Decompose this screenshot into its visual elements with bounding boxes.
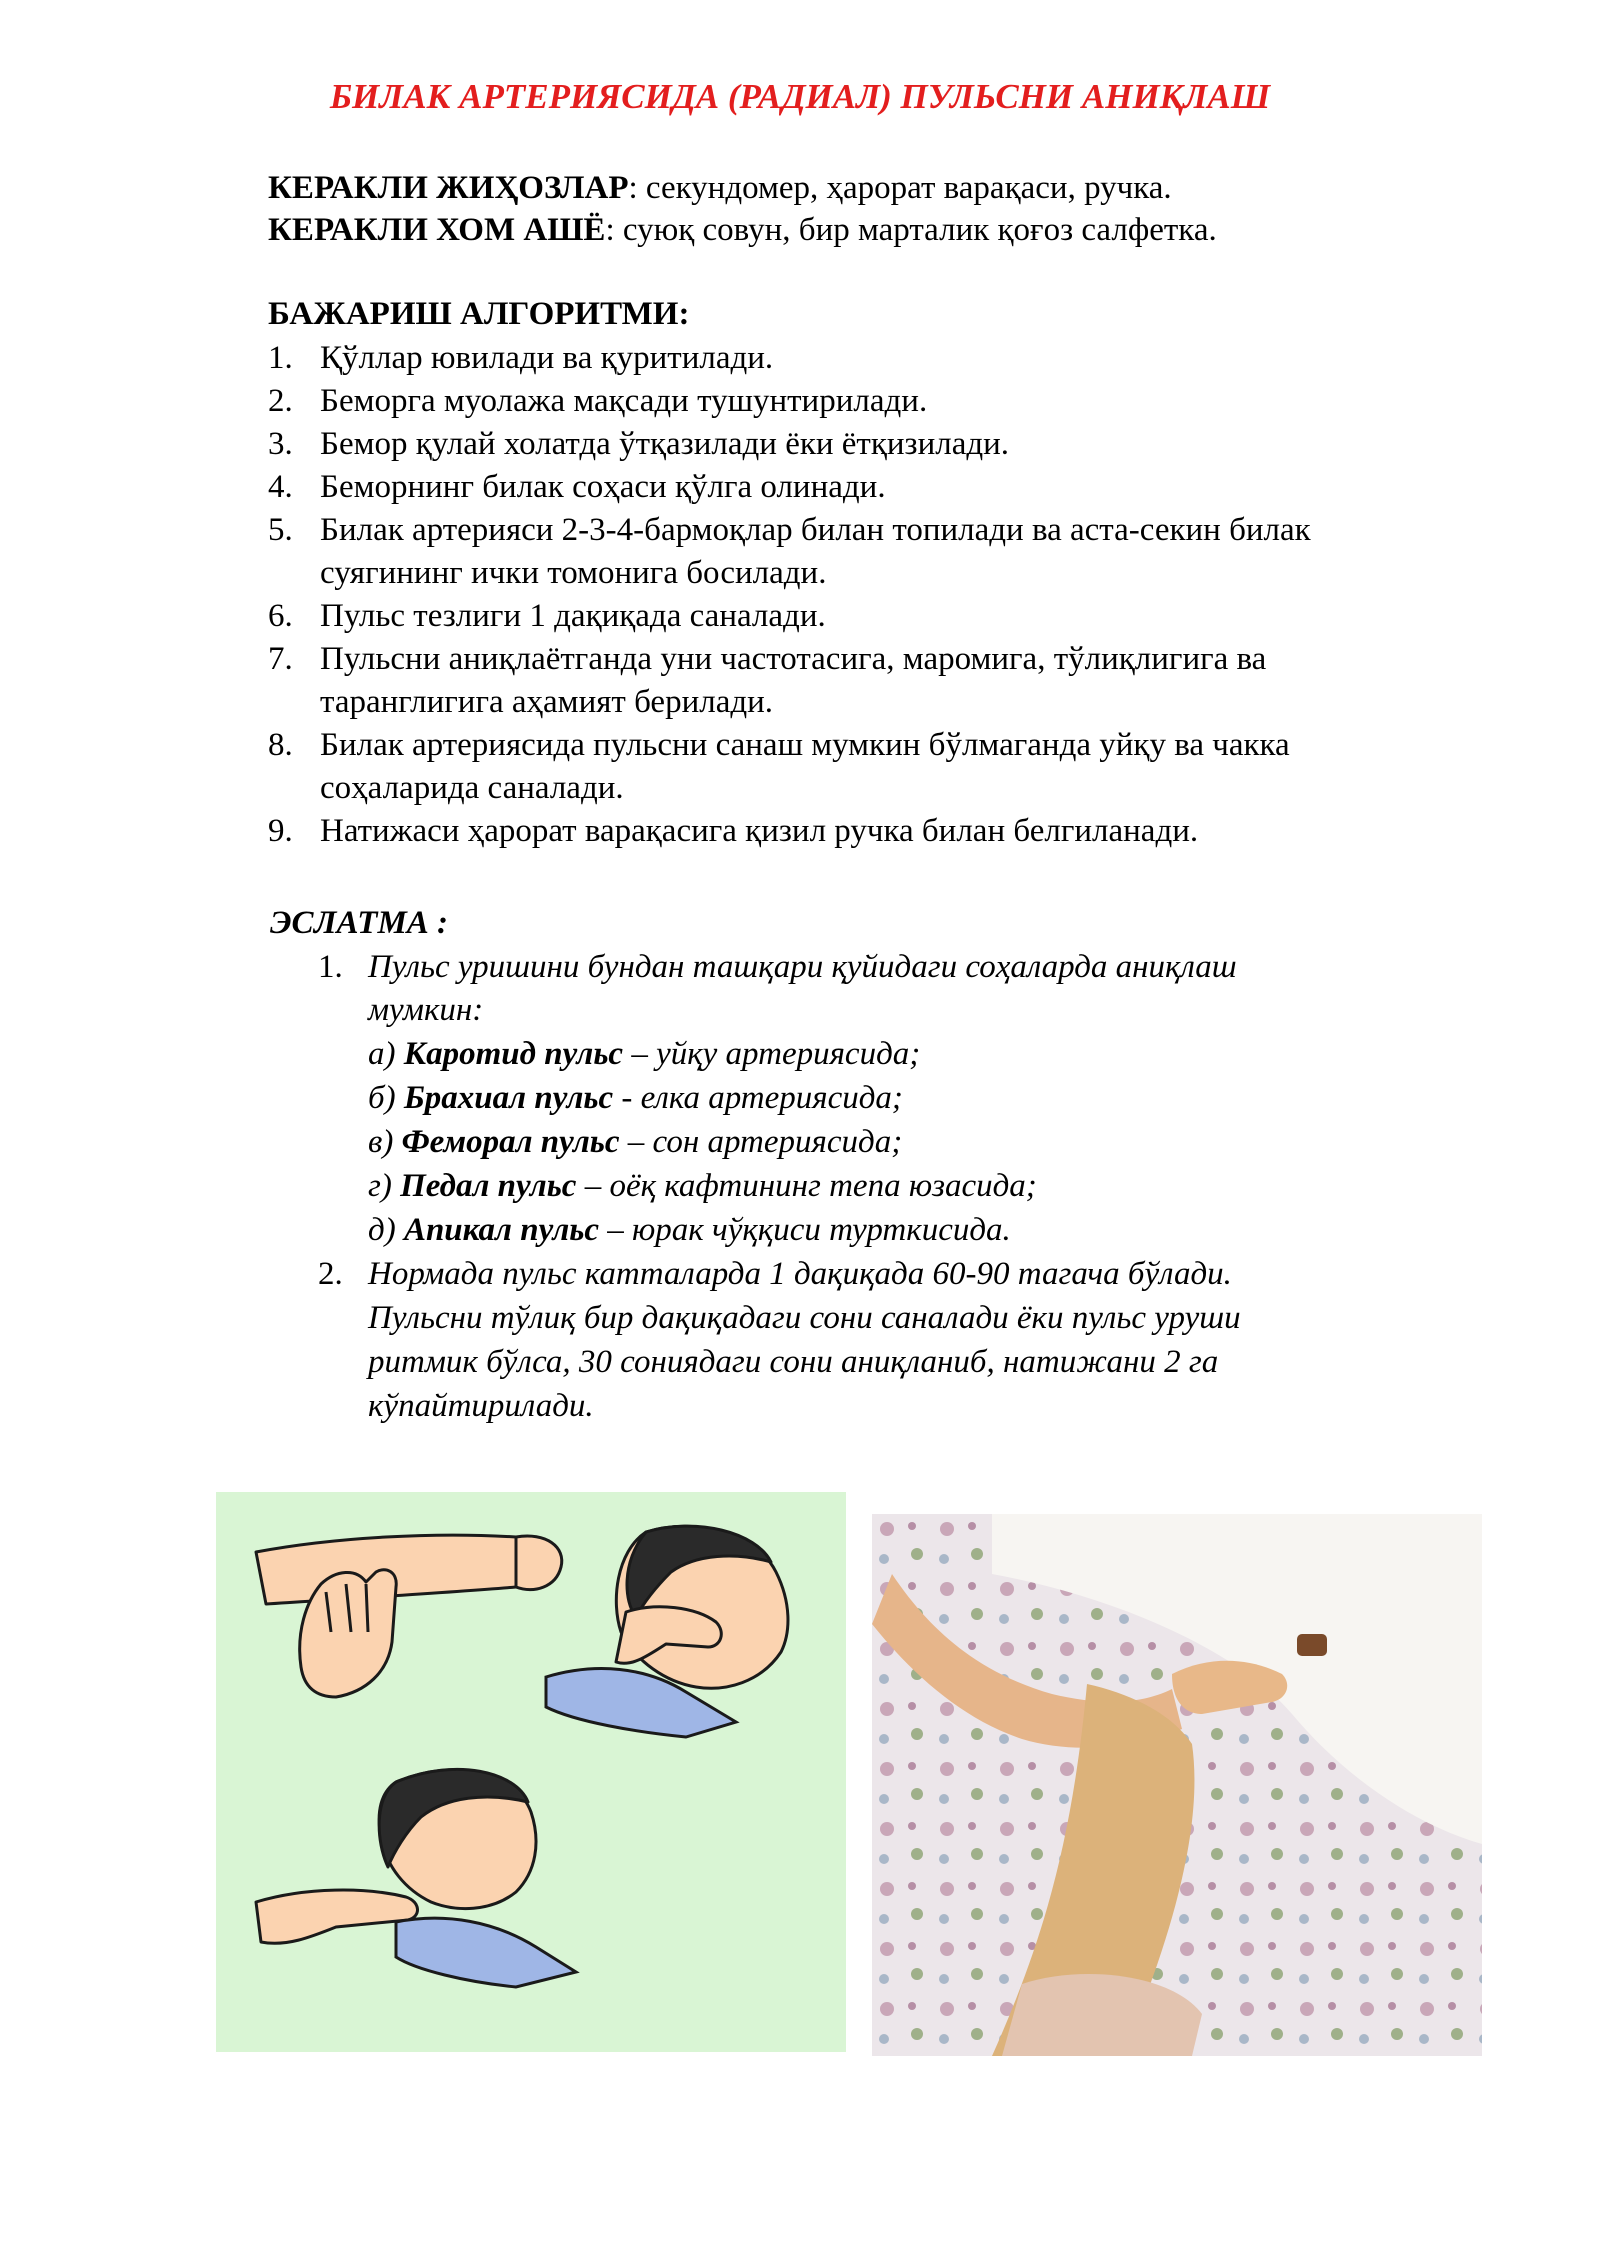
equipment-text: : секундомер, ҳарорат варақаси, ручка. bbox=[628, 170, 1172, 206]
materials-text: : суюқ совун, бир марталик қоғоз салфетка. bbox=[605, 212, 1217, 248]
note-item-2-continuation: ритмик бўлса, 30 сониядаги сони аниқланиб, натижани 2 га bbox=[368, 1344, 1219, 1380]
wristwatch-photo-area bbox=[1297, 1634, 1327, 1656]
page-title: БИЛАК АРТЕРИЯСИДА (РАДИАЛ) ПУЛЬСНИ АНИҚЛАШ bbox=[329, 77, 1271, 116]
algorithm-step: 1. Қўллар ювилади ва қуритилади. bbox=[268, 340, 774, 376]
algorithm-step: 6. Пульс тезлиги 1 дақиқада саналади. bbox=[268, 598, 826, 634]
algorithm-step-continuation: суягининг ички томонига босилади. bbox=[320, 555, 827, 591]
materials-line bbox=[268, 210, 1217, 250]
collar-drawing bbox=[396, 1918, 576, 1987]
algorithm-step-continuation: соҳаларида саналади. bbox=[320, 770, 624, 806]
radial-pulse-photo bbox=[872, 1514, 1482, 2056]
note-item-2: 2. Нормада пульс катталарда 1 дақиқада 60-90 тагача бўлади. bbox=[318, 1256, 1232, 1292]
algorithm-step: 3. Бемор қулай холатда ўтқазилади ёки ётқизилади. bbox=[268, 426, 1010, 462]
note-item-1-continuation: мумкин: bbox=[368, 992, 484, 1028]
algorithm-heading: БАЖАРИШ АЛГОРИТМИ: bbox=[268, 296, 690, 332]
algorithm-step: 5. Билак артерияси 2-3-4-бармоқлар билан топилади ва аста-секин билак bbox=[268, 512, 1311, 548]
patient-hand-drawing bbox=[516, 1536, 562, 1590]
equipment-line bbox=[268, 168, 1172, 208]
equipment-label: КЕРАКЛИ ЖИҲОЗЛАР bbox=[268, 170, 629, 206]
pulse-site-item: д) Апикал пульс – юрак чўққиси турткисида. bbox=[368, 1212, 1011, 1248]
note-item-1: 1. Пульс уришини бундан ташқари қуйидаги соҳаларда аниқлаш bbox=[318, 949, 1237, 985]
algorithm-step: 4. Беморнинг билак соҳаси қўлга олинади. bbox=[268, 469, 886, 505]
note-item-2-continuation: Пульсни тўлиқ бир дақиқадаги сони саналади ёки пульс уруши bbox=[368, 1300, 1241, 1336]
pulse-site-item: г) Педал пульс – оёқ кафтининг тепа юзасида; bbox=[368, 1168, 1037, 1204]
note-heading: ЭСЛАТМА : bbox=[270, 905, 449, 941]
examiner-hand-drawing bbox=[256, 1890, 418, 1943]
algorithm-step: 8. Билак артериясида пульсни санаш мумкин бўлмаганда уйқу ва чакка bbox=[268, 727, 1290, 763]
algorithm-step: 2. Беморга муолажа мақсади тушунтирилади. bbox=[268, 383, 928, 419]
algorithm-step: 7. Пульсни аниқлаётганда уни частотасига, маромига, тўлиқлигига ва bbox=[268, 641, 1267, 677]
patient-forearm-drawing bbox=[256, 1535, 550, 1604]
algorithm-step-continuation: таранглигига аҳамият берилади. bbox=[320, 684, 774, 720]
note-item-2-continuation: кўпайтирилади. bbox=[368, 1388, 594, 1424]
pulse-site-item: б) Брахиал пульс - елка артериясида; bbox=[368, 1080, 903, 1116]
pulse-site-item: а) Каротид пульс – уйқу артериясида; bbox=[368, 1036, 921, 1072]
pulse-site-item: в) Феморал пульс – сон артериясида; bbox=[368, 1124, 903, 1160]
pulse-sites-illustration bbox=[216, 1492, 846, 2052]
materials-label: КЕРАКЛИ ХОМ АШЁ bbox=[268, 212, 606, 248]
algorithm-step: 9. Натижаси ҳарорат варақасига қизил ручка билан белгиланади. bbox=[268, 813, 1199, 849]
